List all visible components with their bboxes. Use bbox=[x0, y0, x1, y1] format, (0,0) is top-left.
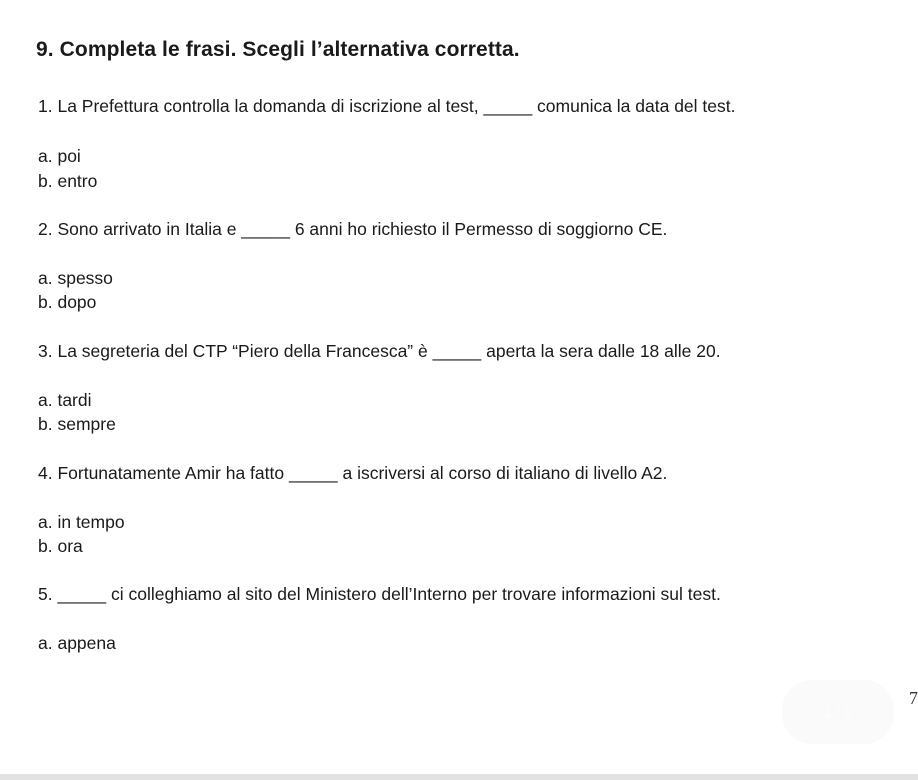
question-5: 5. _____ ci colleghiamo al sito del Ministero dell’Interno per trovare informazioni sul test. bbox=[38, 584, 721, 604]
option-4b: b. ora bbox=[38, 536, 83, 556]
page-number: 7 bbox=[909, 688, 918, 708]
question-1: 1. La Prefettura controlla la domanda di iscrizione al test, _____ comunica la data del test. bbox=[38, 96, 736, 116]
option-3a: a. tardi bbox=[38, 390, 92, 410]
option-3b: b. sempre bbox=[38, 414, 116, 434]
option-1a: a. poi bbox=[38, 146, 81, 166]
option-4a: a. in tempo bbox=[38, 512, 125, 532]
option-1b: b. entro bbox=[38, 171, 98, 191]
page-indicator[interactable]: 1 / 1 bbox=[782, 680, 894, 744]
question-3: 3. La segreteria del CTP “Piero della Francesca” è _____ aperta la sera dalle 18 alle 20. bbox=[38, 341, 721, 361]
option-5a: a. appena bbox=[38, 633, 116, 653]
exercise-title: 9. Completa le frasi. Scegli l’alternativa corretta. bbox=[36, 38, 520, 61]
question-4: 4. Fortunatamente Amir ha fatto _____ a iscriversi al corso di italiano di livello A2. bbox=[38, 463, 668, 483]
option-2b: b. dopo bbox=[38, 292, 97, 312]
option-2a: a. spesso bbox=[38, 268, 113, 288]
bottom-divider bbox=[0, 774, 918, 780]
question-2: 2. Sono arrivato in Italia e _____ 6 anni ho richiesto il Permesso di soggiorno CE. bbox=[38, 219, 668, 239]
